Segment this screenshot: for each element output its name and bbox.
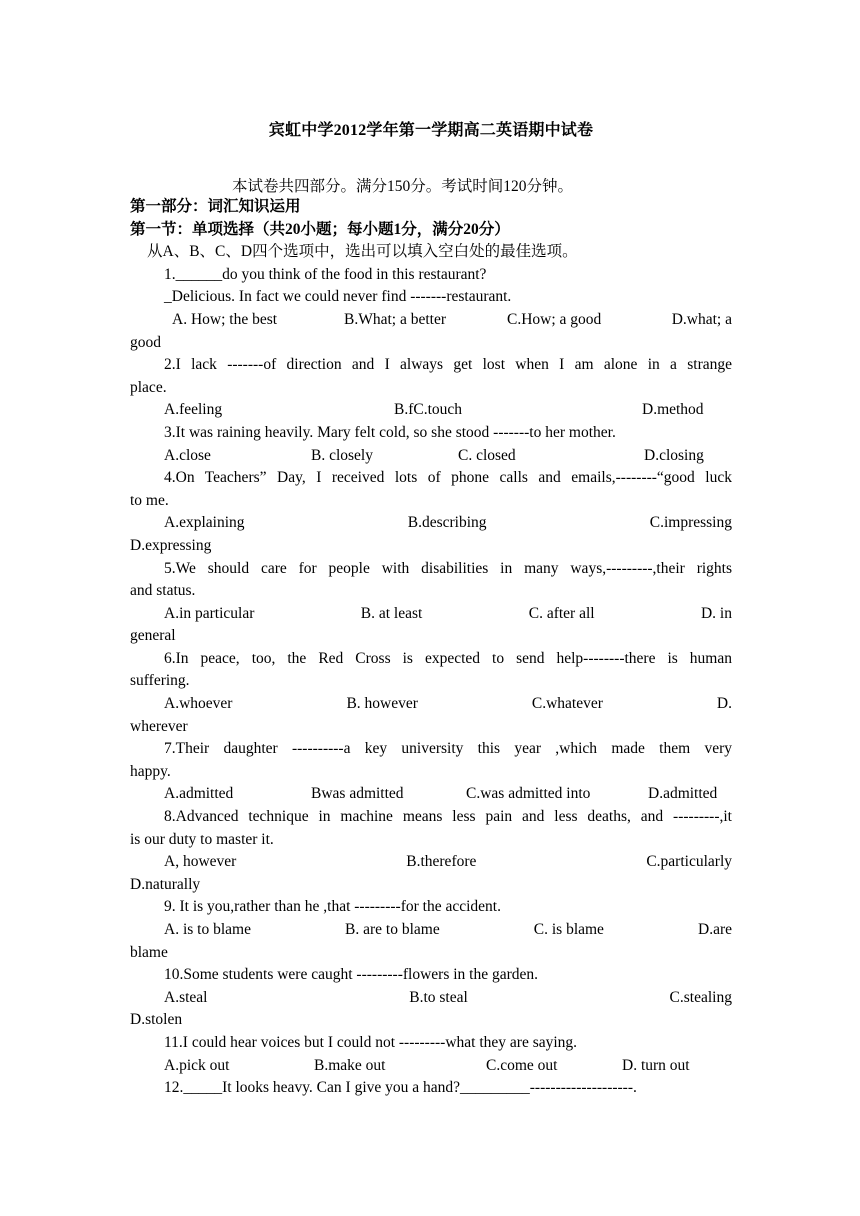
question-8-wrap: is our duty to master it. [130, 830, 274, 848]
question-1-stem-2: _Delicious. In fact we could never find -------restaurant. [164, 288, 512, 306]
option-c: C.stealing [669, 988, 732, 1006]
exam-intro: 本试卷共四部分。满分150分。考试时间120分钟。 [232, 178, 574, 195]
option-b: B.to steal [409, 988, 468, 1006]
question-7-options [130, 783, 732, 806]
option-d: D.admitted [648, 785, 718, 803]
question-5-stem: 5.We should care for people with disabilities in many ways,---------,their rights [164, 559, 732, 577]
question-9-wrap-2: blame [130, 943, 168, 961]
question-6-options [130, 693, 732, 716]
option-b: B.therefore [406, 853, 477, 871]
option-c: C.come out [486, 1056, 558, 1074]
option-c: C. is blame [533, 921, 604, 938]
option-b: Bwas admitted [311, 785, 404, 803]
option-a: A.close [164, 446, 211, 464]
question-10-stem: 10.Some students were caught ---------flowers in the garden. [164, 966, 539, 984]
option-a: A.feeling [164, 401, 223, 419]
option-a: A. How; the best [172, 310, 278, 328]
question-10-options [130, 987, 732, 1010]
question-9-stem: 9. It is you,rather than he ,that ---------for the accident. [164, 898, 501, 916]
question-4-stem: 4.On Teachers” Day, I received lots of phone calls and emails,--------“good luck [164, 469, 732, 487]
section-heading: 第一节：单项选择（共20小题；每小题1分，满分20分） [130, 220, 510, 238]
part-heading: 第一部分：词汇知识运用 [130, 198, 301, 215]
question-8-stem: 8.Advanced technique in machine means less pain and less deaths, and ---------,it [164, 808, 732, 826]
option-b: B.What; a better [344, 310, 446, 328]
question-1-stem: 1.______do you think of the food in this restaurant? [164, 265, 487, 283]
option-b: B. are to blame [345, 921, 440, 938]
option-a: A.steal [164, 988, 208, 1006]
option-c: C. after all [528, 604, 595, 622]
question-3-stem: 3.It was raining heavily. Mary felt cold, so she stood -------to her mother. [164, 423, 616, 441]
question-5-wrap-2: general [130, 627, 176, 645]
option-b: B. closely [311, 446, 373, 464]
option-b: B. at least [360, 604, 423, 622]
option-a: A.whoever [164, 695, 233, 713]
question-6-wrap-2: wherever [130, 717, 188, 735]
question-8-wrap-2: D.naturally [130, 875, 201, 893]
option-d: D.are [698, 921, 732, 938]
option-d: D.method [642, 401, 704, 419]
option-d: D.closing [644, 446, 704, 464]
question-6-stem: 6.In peace, too, the Red Cross is expected to send help--------there is human [164, 649, 732, 667]
question-2-wrap: place. [130, 378, 167, 396]
question-11-options [130, 1055, 732, 1078]
option-d: D. [716, 695, 732, 713]
option-a: A.pick out [164, 1056, 230, 1074]
question-11-stem: 11.I could hear voices but I could not ---------what they are saying. [164, 1033, 578, 1051]
option-d: D.what; a [671, 310, 732, 328]
option-b: B.make out [314, 1056, 386, 1074]
question-8-options [130, 851, 732, 874]
option-c: C.whatever [531, 695, 603, 713]
question-6-wrap: suffering. [130, 672, 190, 690]
question-2-stem: 2.I lack -------of direction and I always get lost when I am alone in a strange [164, 356, 732, 374]
option-a: A, however [164, 853, 237, 871]
question-4-options [130, 512, 732, 535]
question-9-options [130, 919, 732, 942]
option-d: D. in [700, 604, 732, 622]
question-7-wrap: happy. [130, 762, 171, 780]
question-10-wrap-2: D.stolen [130, 1011, 183, 1029]
question-3-options [130, 445, 732, 468]
option-c: C. closed [458, 446, 516, 464]
option-b: B. however [346, 695, 418, 713]
option-d: D. turn out [622, 1056, 690, 1074]
option-c: C.How; a good [507, 310, 602, 328]
question-1-options [130, 309, 732, 332]
question-1-wrap: good [130, 333, 161, 351]
option-b: B.fC.touch [394, 401, 463, 419]
option-a: A.in particular [164, 604, 255, 622]
option-c: C.impressing [649, 514, 732, 532]
instruction-text: 从A、B、C、D四个选项中，选出可以填入空白处的最佳选项。 [147, 243, 578, 261]
option-c: C.was admitted into [466, 785, 591, 803]
option-c: C.particularly [646, 853, 732, 871]
question-12-stem: 12._____It looks heavy. Can I give you a hand?_________--------------------. [164, 1079, 637, 1097]
option-a: A. is to blame [164, 921, 251, 938]
question-7-stem: 7.Their daughter ----------a key university this year ,which made them very [164, 740, 732, 758]
question-4-wrap-2: D.expressing [130, 536, 212, 554]
question-4-wrap: to me. [130, 491, 169, 509]
option-a: A.admitted [164, 785, 234, 803]
option-b: B.describing [407, 514, 487, 532]
question-5-wrap: and status. [130, 582, 196, 600]
document-title: 宾虹中学2012学年第一学期高二英语期中试卷 [268, 122, 594, 139]
question-5-options [130, 603, 732, 626]
option-a: A.explaining [164, 514, 245, 532]
exam-body [130, 196, 732, 1100]
question-2-options [130, 399, 732, 422]
